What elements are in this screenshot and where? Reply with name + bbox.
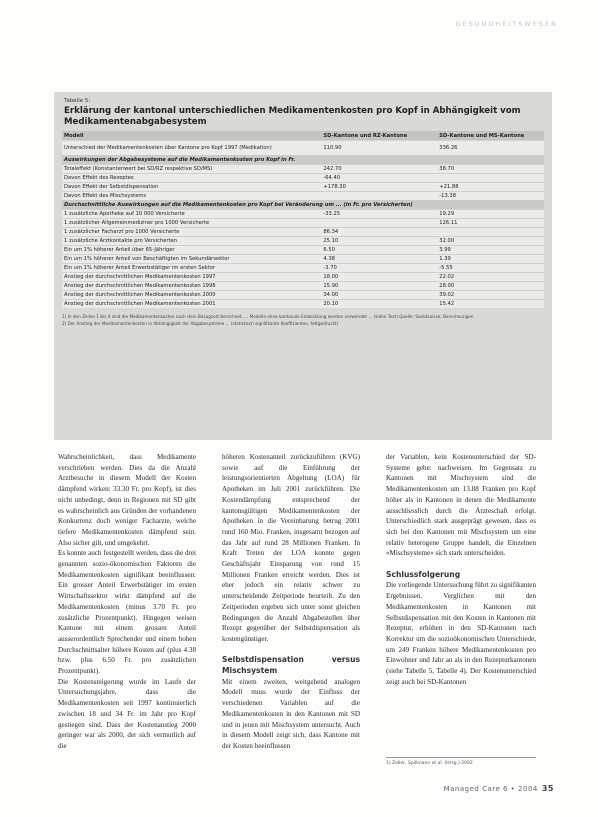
- table-cell: 6.50: [321, 246, 437, 255]
- table-row: [62, 141, 544, 156]
- paragraph: Es konnte auch festgestellt werden, dass die drei genannten sozio-ökonomischen Faktoren die Medikamentenkosten signifikant beeinflussen: Ein grosser Anteil Erwerbstätiger im ersten Wirtschaftssektor wirkt dämpfend auf die Medikamentenkosten (minus 3.70 Fr. pro zusätzliche Prozentpunkt). Hingegen weisen Kantone mit einem grossen Anteil ausserordentlich Sprechender und einem hohen Durchschnittsalter höhere Kosten auf (plus 4.38 bzw. plus 6.50 Fr. pro zusätzlichen Prozentpunkt).: [58, 549, 196, 676]
- table-row: [62, 246, 544, 255]
- table-cell: [321, 219, 437, 228]
- table-cell: 1 zusätzliche Arztkontakte pro Versicherten: [62, 237, 321, 246]
- table-cell: -3.70: [321, 264, 437, 273]
- table-cell: 336.26: [437, 141, 544, 156]
- paragraph: Die vorliegende Untersuchung führt zu signifikanten Ergebnissen. Verglichen mit den Medikamentenkosten in Kantonen mit Selbstdispensation mit den Kosten in Kantonen mit Rezeptur, erhöhen in den SD-Kantonen nach Korrektur um die sozioökonomischen Unterschiede, um 249 Franken höhere Medikamentenkosten pro Einwohner und Jahr an als in den Rezepturkantonen (siehe Tabelle 5, Tabelle 4). Der Kostenunterschied zeigt auch bei SD-Kantonen: [386, 581, 536, 686]
- table-cell: [437, 228, 544, 237]
- page-number: 35: [541, 784, 554, 793]
- table-cell: 20.10: [321, 300, 437, 309]
- table-header-cell: SD-Kantone und MS-Kantone: [437, 131, 544, 141]
- table-cell: 1 zusätzlicher Allgemeinmediziner pro 1000 Versicherte: [62, 219, 321, 228]
- paragraph: Mit einem zweiten, weitgehend analogen Modell muss wurde der Einfluss der verschiedenen Variablen auf die Medikamentenkosten in den Kantonen mit SD und in jenen mit Mischsystem untersucht. Auch in diesem Modell zeigt sich, dass Kantone mit der Kosten beeinflussen: [222, 677, 360, 750]
- table-cell: Unterschied der Medikamentenkosten über Kantone pro Kopf 1997 (Medikation): [62, 141, 321, 156]
- table-cell: Anstieg der durchschnittlichen Medikamentenkosten 1998: [62, 282, 321, 291]
- section-heading: Selbstdispensation versus Mischsystem: [222, 655, 360, 676]
- paragraph: Die Kostensteigerung wurde im Laufe der Untersuchungsjahre, dass die Medikamentenkosten seit 1997 kontinuierlich zwischen 18 und 34 Fr. im Jahr pro Kopf gestiegen sind. Dass der Kostenanstieg 2000 geringer war als 2000, der sich vermutlich auf die: [58, 677, 196, 750]
- table-cell: Davon Effekt der Selbstdispensation: [62, 183, 321, 192]
- table-cell: 3.99: [437, 246, 544, 255]
- table-cell: [437, 174, 544, 183]
- table-cell: Totaleffekt (Konstantenwert bei SD/RZ respektive SD/MS): [62, 165, 321, 174]
- table-section-label: Durchschnittliche Auswirkungen auf die Medikamentenkosten pro Kopf bei Veränderung um ... (in Fr. pro Versicherten): [62, 200, 544, 210]
- table-row: [62, 210, 544, 219]
- table-cell: 15.90: [321, 282, 437, 291]
- spacer: [222, 645, 360, 656]
- text-column-1: [58, 452, 196, 752]
- paragraph: höheren Kostenanteil zurückzuführen (KVG) sowie auf die Einführung der leistungsorientierten Abgeltung (LOA) für Apotheken im Juli 2001 zurückführen. Die Kostendämpfung entsprechend der kantonsgültigen Medikamentenkosten der Apotheken in die Vereinbarung betrug 2001 rund 160 Mio. Franken, insgesamt bezogen auf das Jahr auf rund 28 Millionen Franken. In Kraft Treten der LOA konnte gegen Geschäftsjahr Einsparung von rund 15 Millionen Franken erreicht werden. Dies ist eher jedoch ein relativ schwer zu unterscheidende Zeitperiode beurteilt. Zu den Zeitperioden ergeben sich unter sonst gleichen Bedingungen die Anzahl Abgabestellen über Rezept gegenüber der Selbstdispensation als kostengünstiger.: [222, 453, 360, 643]
- table-notes: [62, 314, 544, 327]
- table-row: [62, 219, 544, 228]
- table-cell: 34.00: [321, 291, 437, 300]
- table-cell: 110.90: [321, 141, 437, 156]
- table-cell: +178.30: [321, 183, 437, 192]
- table-cell: 242.70: [321, 165, 437, 174]
- table-cell: 126.11: [437, 219, 544, 228]
- table-row: [62, 300, 544, 309]
- table-cell: 38.70: [437, 165, 544, 174]
- running-head: GESUNDHEITSWESEN: [455, 20, 558, 28]
- table-cell: 1.39: [437, 255, 544, 264]
- table-cell: 22.02: [437, 273, 544, 282]
- table-section-row: [62, 155, 544, 165]
- table-cell: 1 zusätzlicher Facharzt pro 1000 Versicherte: [62, 228, 321, 237]
- table-cell: +21.88: [437, 183, 544, 192]
- table-cell: 28.00: [437, 282, 544, 291]
- table-cell: 15.42: [437, 300, 544, 309]
- table-cell: 32.00: [437, 237, 544, 246]
- table-label: Tabelle 5:: [64, 98, 91, 104]
- table-row: [62, 264, 544, 273]
- table-row: [62, 192, 544, 201]
- table-header-cell: SD-Kantone und RZ-Kantone: [321, 131, 437, 141]
- table-cell: 39.02: [437, 291, 544, 300]
- table-cell: Ein um 1% höherer Anteil von Beschäftigten im Sekundärsektor: [62, 255, 321, 264]
- table-row: [62, 165, 544, 174]
- section-heading: Schlussfolgerung: [386, 569, 461, 579]
- table-title: Erklärung der kantonal unterschiedlichen Medikamentenkosten pro Kopf in Abhängigkeit vom Medikamentenabgabesystem: [64, 106, 521, 127]
- table-note: 1) In den Zeilen 1 bis 4 sind die Medikamentenkosten nach dem Bezugsort berechnet, ... Modelle ohne kantonale Entwicklung werden verwendet ... (siehe Text) Quelle: Santésuisse, Berechnungen: [62, 314, 474, 319]
- data-table-box: [54, 92, 552, 440]
- table-header-row: [62, 131, 544, 141]
- table-section-row: [62, 200, 544, 210]
- table-cell: Anstieg der durchschnittlichen Medikamentenkosten 2000: [62, 291, 321, 300]
- table-cell: -33.25: [321, 210, 437, 219]
- table-cell: 18.00: [321, 273, 437, 282]
- table-cell: Anstieg der durchschnittlichen Medikamentenkosten 1997: [62, 273, 321, 282]
- table-cell: 19.29: [437, 210, 544, 219]
- table-note: 2) Der Anstieg der Medikamentenkosten in Abhängigkeit der Abgabesysteme ... (statistisch signifikante Koeffizienten, fettgedruckt): [62, 320, 339, 326]
- text-column-3: [386, 452, 536, 687]
- table-row: [62, 282, 544, 291]
- paragraph: Wahrscheinlichkeit, dass Medikamente verschrieben werden. Dies da die Anzahl Arztbesuche in diesem Modell der Kosten dämpfend wirken: 33.30 Fr. pro Kopf), ist dies nicht unbedingt, denn in Regionen mit SD gibt es wahrscheinlich aus Gründen der vorhandenen Konkurrenz doch weniger Facharzte, welche tiefere Medikamentenkosten dämpfend sein. Also sicher gilt, und umgekehrt.: [58, 453, 196, 547]
- table-cell: Anstieg der durchschnittlichen Medikamentenkosten 2001: [62, 300, 321, 309]
- table-row: [62, 255, 544, 264]
- journal-name: Managed Care 6 • 2004: [443, 785, 538, 793]
- table-cell: Davon Effekt des Rezeptes: [62, 174, 321, 183]
- table-row: [62, 228, 544, 237]
- page-folio: [444, 784, 554, 793]
- table-row: [62, 291, 544, 300]
- paragraph: der Variablen, kein Kostenunterschied der SD-Systeme gebe: nachweisen. Im Gegensatz zu Kantonen mit Mischsystem sind die Medikamentenkosten um 13.88 Franken pro Kopf höher als in Kantonen in denen die Medikamente ausschliesslich durch die Ärzteschaft erfolgt. Unterschiedlich stark ausgeprägt gewesen, dass es sich bei den Kantonen mit Mischsystem um eine relativ heterogene Gruppe handelt, die Einzelnen «Mischsysteme» sich stark unterscheiden.: [386, 453, 536, 558]
- table-cell: [321, 192, 437, 201]
- table-cell: -5.55: [437, 264, 544, 273]
- table-row: [62, 174, 544, 183]
- table-cell: Ein um 1% höherer Anteil Erwerbstätiger im ersten Sektor: [62, 264, 321, 273]
- table-header-cell: Modell: [62, 131, 321, 141]
- table-cell: 86.34: [321, 228, 437, 237]
- text-column-2: [222, 452, 360, 752]
- table-cell: -64.40: [321, 174, 437, 183]
- table-row: [62, 237, 544, 246]
- data-table: [62, 131, 544, 308]
- table-cell: Ein um 1% höherer Anteil über 65-Jähriger: [62, 246, 321, 255]
- table-cell: -13.38: [437, 192, 544, 201]
- table-cell: 1 zusätzliche Apotheke auf 10 000 Versicherte: [62, 210, 321, 219]
- table-cell: 4.38: [321, 255, 437, 264]
- table-section-label: Auswirkungen der Abgabesysteme auf die Medikamentenkosten pro Kopf in Fr.: [62, 155, 544, 165]
- spacer: [386, 559, 536, 570]
- footnote: 1) Zeller, Spillmann et al. (Hrsg.) 2002: [386, 757, 536, 766]
- table-cell: Davon Effekt des Mischsystems: [62, 192, 321, 201]
- table-cell: 25.10: [321, 237, 437, 246]
- table-row: [62, 183, 544, 192]
- table-row: [62, 273, 544, 282]
